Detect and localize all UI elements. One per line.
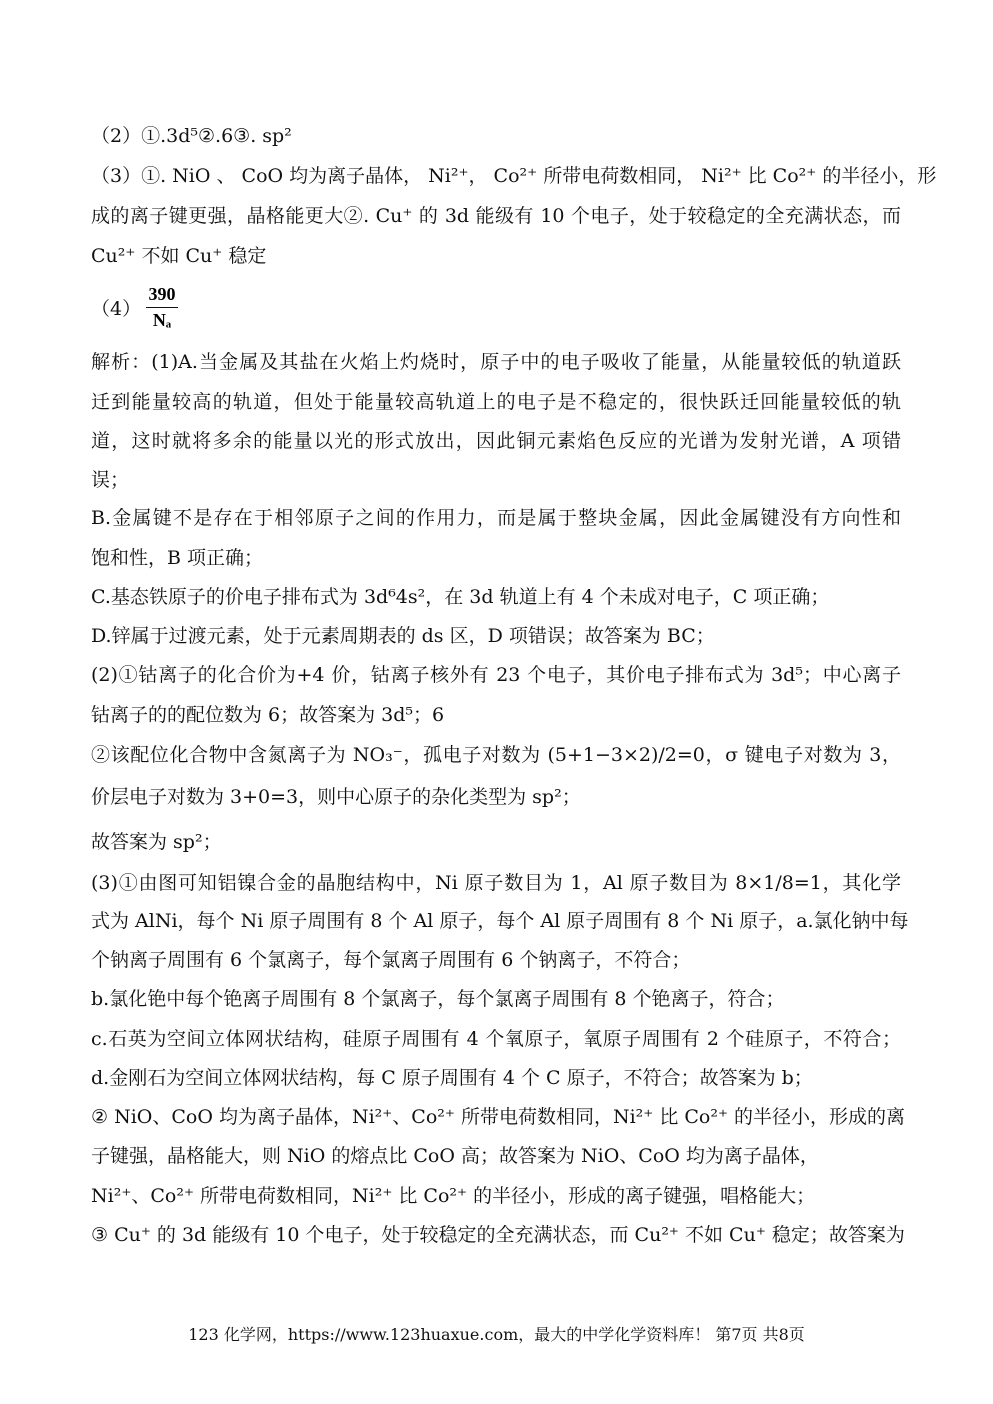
fraction <box>146 284 178 331</box>
text-line: （4） <box>91 298 142 320</box>
fraction-numerator: 390 <box>146 284 178 308</box>
text-line: 饱和性，B 项正确； <box>91 547 264 569</box>
text-line: 迁到能量较高的轨道，但处于能量较高轨道上的电子是不稳定的，很快跃迁回能量较低的轨 <box>91 391 901 413</box>
text-line: 道，这时就将多余的能量以光的形式放出，因此铜元素焰色反应的光谱为发射光谱，A 项错 <box>91 430 901 452</box>
text-line: Cu²⁺ 不如 Cu⁺ 稳定 <box>91 245 267 267</box>
text-line: 误； <box>91 469 130 491</box>
text-line: （3）①. NiO 、 CoO 均为离子晶体， Ni²⁺， Co²⁺ 所带电荷数相同， Ni²⁺ 比 Co²⁺ 的半径小，形 <box>91 165 937 187</box>
text-line: ② NiO、CoO 均为离子晶体，Ni²⁺、Co²⁺ 所带电荷数相同，Ni²⁺ 比 Co²⁺ 的半径小，形成的离 <box>91 1106 906 1128</box>
fraction-denominator: Nₐ <box>152 310 172 330</box>
text-line: (3)①由图可知铝镍合金的晶胞结构中，Ni 原子数目为 1，Al 原子数目为 8×1/8=1，其化学 <box>91 872 901 894</box>
text-line: 故答案为 sp²； <box>91 831 222 853</box>
text-line: d.金刚石为空间立体网状结构，每 C 原子周围有 4 个 C 原子，不符合；故答案为 b； <box>91 1067 813 1089</box>
page-footer: 123 化学网，https://www.123huaxue.com，最大的中学化学资料库！ 第7页 共8页 <box>188 1325 805 1344</box>
text-line: ②该配位化合物中含氮离子为 NO₃⁻，孤电子对数为 (5+1−3×2)/2=0，σ 键电子对数为 3， <box>91 744 901 766</box>
text-line: D.锌属于过渡元素，处于元素周期表的 ds 区，D 项错误；故答案为 BC； <box>91 625 715 647</box>
text-line: C.基态铁原子的价电子排布式为 3d⁶4s²，在 3d 轨道上有 4 个未成对电子，C 项正确； <box>91 586 830 608</box>
text-line: 个钠离子周围有 6 个氯离子，每个氯离子周围有 6 个钠离子，不符合； <box>91 949 691 971</box>
text-line: b.氯化铯中每个铯离子周围有 8 个氯离子，每个氯离子周围有 8 个铯离子，符合； <box>91 988 785 1010</box>
text-line: 解析：(1)A.当金属及其盐在火焰上灼烧时，原子中的电子吸收了能量，从能量较低的轨道跃 <box>91 351 901 373</box>
text-line: B.金属键不是存在于相邻原子之间的作用力，而是属于整块金属，因此金属键没有方向性和 <box>91 507 901 529</box>
text-line: ③ Cu⁺ 的 3d 能级有 10 个电子，处于较稳定的全充满状态，而 Cu²⁺ 不如 Cu⁺ 稳定；故答案为 <box>91 1224 905 1246</box>
text-line: 钴离子的的配位数为 6；故答案为 3d⁵；6 <box>91 704 445 726</box>
text-line: 成的离子键更强，晶格能更大②. Cu⁺ 的 3d 能级有 10 个电子，处于较稳定的全充满状态，而 <box>91 205 901 227</box>
text-line: c.石英为空间立体网状结构，硅原子周围有 4 个氧原子，氧原子周围有 2 个硅原子，不符合； <box>91 1028 901 1050</box>
text-line: 价层电子对数为 3+0=3，则中心原子的杂化类型为 sp²； <box>91 786 581 808</box>
text-line: Ni²⁺、Co²⁺ 所带电荷数相同，Ni²⁺ 比 Co²⁺ 的半径小，形成的离子键强，唱格能大； <box>91 1185 816 1207</box>
text-line: 式为 AlNi，每个 Ni 原子周围有 8 个 Al 原子，每个 Al 原子周围有 8 个 Ni 原子，a.氯化钠中每 <box>91 910 909 932</box>
text-line: （2）①.3d⁵②.6③. sp² <box>91 125 292 147</box>
text-line: (2)①钴离子的化合价为+4 价，钴离子核外有 23 个电子，其价电子排布式为 3d⁵；中心离子 <box>91 664 901 686</box>
text-line: 子键强，晶格能大，则 NiO 的熔点比 CoO 高；故答案为 NiO、CoO 均为离子晶体， <box>91 1145 819 1167</box>
